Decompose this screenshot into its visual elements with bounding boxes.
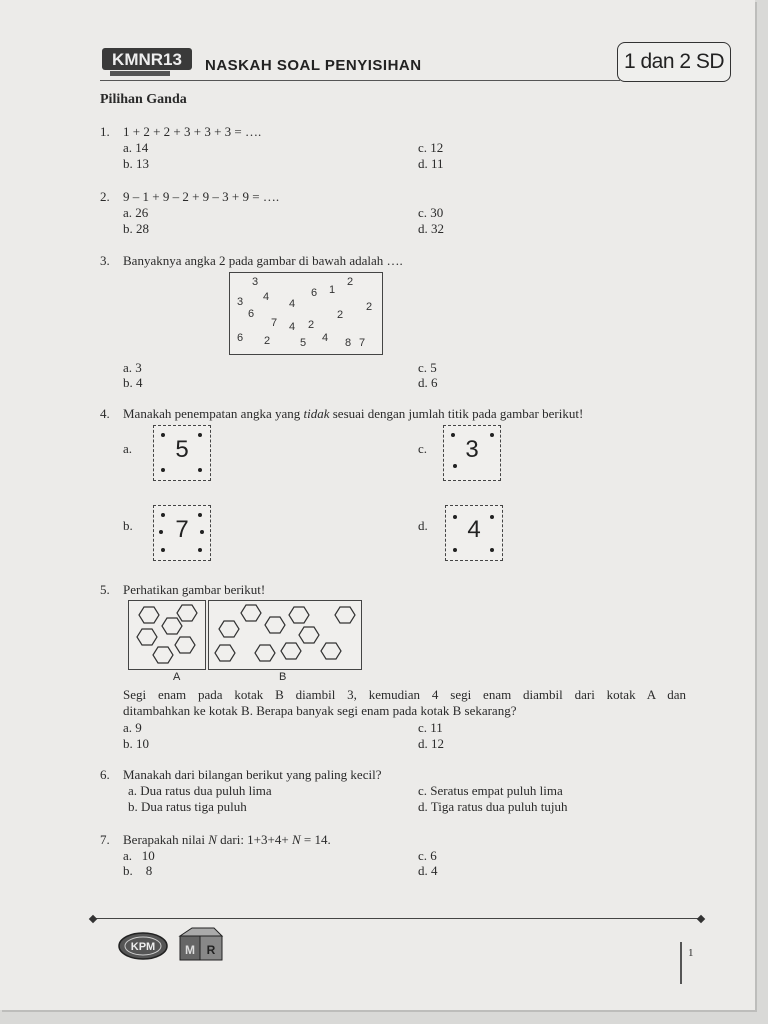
question-text: Berapakah nilai N dari: 1+3+4+ N = 14. (123, 832, 331, 847)
card-number: 4 (467, 516, 481, 543)
option-a: a. Dua ratus dua puluh lima (128, 783, 272, 798)
hexagon (137, 629, 157, 645)
hexagon (139, 607, 159, 623)
option-c: c. 6 (418, 848, 437, 863)
page-number-bar (680, 942, 682, 984)
grid-number: 3 (252, 276, 259, 288)
kmnr-logo (100, 44, 195, 80)
grid-number: 2 (308, 319, 315, 331)
grid-number: 2 (347, 276, 354, 288)
option-d: d. 11 (418, 156, 444, 171)
grid-number: 7 (271, 317, 278, 329)
grid-number: 3 (237, 296, 244, 308)
grid-number: 4 (322, 332, 329, 344)
number-grid-figure (229, 272, 383, 355)
question-text: ditambahkan ke kotak B. Berapa banyak segi enam pada kotak B sekarang? (123, 703, 517, 718)
option-b: b. 28 (123, 221, 149, 236)
option-c: c. 30 (418, 205, 444, 220)
question-text: Banyaknya angka 2 pada gambar di bawah adalah …. (123, 253, 403, 268)
question-text: 9 – 1 + 9 – 2 + 9 – 3 + 9 = …. (123, 189, 280, 204)
option-d: d. 32 (418, 221, 444, 236)
question-text: Perhatikan gambar berikut! (123, 582, 266, 597)
option-a: a. 14 (123, 140, 149, 155)
option-label-b: b. (123, 518, 133, 533)
hexagon (241, 605, 261, 621)
footer-divider (92, 918, 702, 919)
section-title: Pilihan Ganda (100, 92, 187, 107)
question-number: 6. (100, 767, 110, 782)
hexagon (215, 645, 235, 661)
option-a: a. 9 (123, 720, 142, 735)
card-number: 7 (175, 516, 189, 543)
question-number: 5. (100, 582, 110, 597)
dot (161, 548, 165, 552)
box-label-a: A (173, 671, 181, 683)
hexagon (153, 647, 173, 663)
question-number: 7. (100, 832, 110, 847)
option-b: b. 4 (123, 375, 143, 390)
footer-divider-end (697, 915, 705, 923)
option-a: a. 10 (123, 848, 155, 863)
box-label-b: B (279, 671, 287, 683)
hexagon (299, 627, 319, 643)
dot-card-b (153, 505, 211, 561)
dot-card-c (443, 425, 501, 481)
grid-number: 2 (337, 309, 344, 321)
question-text: Manakah penempatan angka yang tidak sesuai dengan jumlah titik pada gambar berikut! (123, 406, 584, 421)
hexagon (162, 618, 182, 634)
header-divider (100, 80, 620, 81)
dot-card-d (445, 505, 503, 561)
option-d: d. 12 (418, 736, 444, 751)
grid-number: 4 (289, 298, 296, 310)
grid-number: 1 (329, 284, 336, 296)
option-c: c. 11 (418, 720, 443, 735)
dot (490, 548, 494, 552)
option-b: b. 8 (123, 863, 153, 878)
footer-divider-end (89, 915, 97, 923)
question-text: Segi enam pada kotak B diambil 3, kemudian 4 segi enam diambil dari kotak A dan (123, 687, 686, 702)
hexagon (175, 637, 195, 653)
question-text: 1 + 2 + 2 + 3 + 3 + 3 = …. (123, 124, 262, 139)
hexagon-box-a (128, 600, 206, 670)
kpm-logo (117, 930, 169, 962)
grid-number: 2 (366, 301, 373, 313)
grid-number: 4 (289, 321, 296, 333)
grid-number: 6 (237, 332, 244, 344)
hexagon (219, 621, 239, 637)
hexagon (265, 617, 285, 633)
question-number: 2. (100, 189, 110, 204)
card-number: 3 (465, 436, 479, 463)
dot (453, 464, 457, 468)
question-number: 3. (100, 253, 110, 268)
hexagon (177, 605, 197, 621)
option-label-d: d. (418, 518, 428, 533)
option-d: d. 6 (418, 375, 438, 390)
dot-card-a (153, 425, 211, 481)
page-title: NASKAH SOAL PENYISIHAN (205, 57, 422, 74)
page-number: 1 (688, 947, 694, 959)
svg-text:KPM: KPM (130, 941, 156, 953)
hexagon-box-b (208, 600, 362, 670)
option-a: a. 26 (123, 205, 149, 220)
hexagon (255, 645, 275, 661)
grid-number: 5 (300, 337, 307, 349)
option-c: c. 5 (418, 360, 437, 375)
option-c: c. Seratus empat puluh lima (418, 783, 563, 798)
grid-number: 8 (345, 337, 352, 349)
hexagon (281, 643, 301, 659)
card-number: 5 (175, 436, 189, 463)
hexagon (335, 607, 355, 623)
hexagon (289, 607, 309, 623)
option-b: b. Dua ratus tiga puluh (128, 799, 247, 814)
option-b: b. 13 (123, 156, 149, 171)
hexagon (321, 643, 341, 659)
question-number: 1. (100, 124, 110, 139)
option-c: c. 12 (418, 140, 444, 155)
svg-text:M: M (185, 943, 195, 957)
option-b: b. 10 (123, 736, 149, 751)
grid-number: 6 (248, 308, 255, 320)
kmnr-cube-logo (176, 926, 228, 968)
option-a: a. 3 (123, 360, 142, 375)
dot (198, 548, 202, 552)
question-text: Manakah dari bilangan berikut yang paling kecil? (123, 767, 382, 782)
grid-number: 6 (311, 287, 318, 299)
option-label-a: a. (123, 441, 133, 456)
dot (198, 468, 202, 472)
dot (453, 548, 457, 552)
svg-text:KMNR13: KMNR13 (112, 50, 182, 69)
option-d: d. Tiga ratus dua puluh tujuh (418, 799, 568, 814)
grid-number: 4 (263, 291, 270, 303)
grid-number: 2 (264, 335, 271, 347)
question-number: 4. (100, 406, 110, 421)
option-label-c: c. (418, 441, 428, 456)
svg-text:R: R (206, 943, 216, 957)
dot (161, 468, 165, 472)
grade-badge: 1 dan 2 SD (617, 42, 731, 82)
option-d: d. 4 (418, 863, 438, 878)
grid-number: 7 (359, 337, 366, 349)
